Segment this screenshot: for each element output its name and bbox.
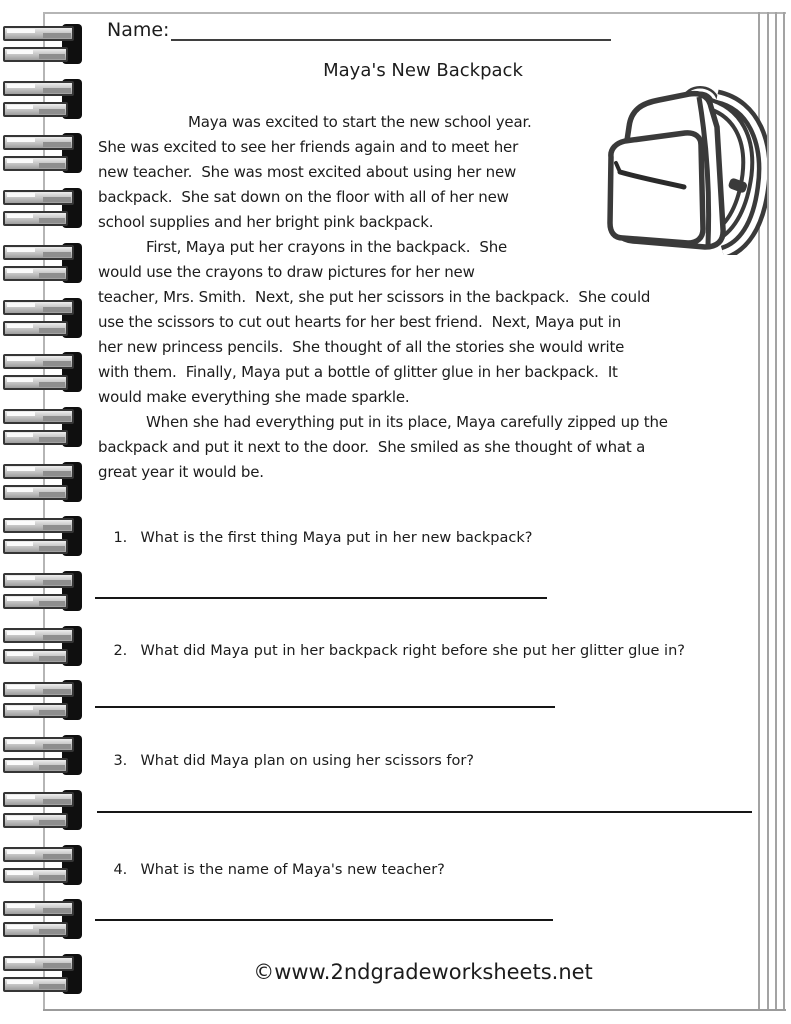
spiral-ring <box>3 847 82 883</box>
question-number: 4. <box>113 862 128 878</box>
page-top-edge <box>43 12 786 14</box>
ring-bar <box>3 321 68 336</box>
ring-bar <box>3 211 68 226</box>
ring-bar <box>3 409 74 424</box>
ring-bar <box>3 703 68 718</box>
ring-bar <box>3 156 68 171</box>
ring-bar <box>3 922 68 937</box>
ring-bar <box>3 354 74 369</box>
ring-bar <box>3 901 74 916</box>
name-underline <box>171 18 611 41</box>
spiral-ring <box>3 26 82 62</box>
ring-bar <box>3 135 74 150</box>
story-line: school supplies and her bright pink backpack. <box>98 213 434 231</box>
spiral-ring <box>3 518 82 554</box>
question-text: What is the first thing Maya put in her new backpack? <box>140 530 533 546</box>
question-item <box>95 846 755 894</box>
answer-line <box>95 597 547 599</box>
page-stack-line <box>767 12 769 1009</box>
ring-bar <box>3 485 68 500</box>
ring-bar <box>3 266 68 281</box>
question-number: 2. <box>113 643 128 659</box>
story-line: would use the crayons to draw pictures for her new <box>98 263 475 281</box>
ring-bar <box>3 758 68 773</box>
story-line: Maya was excited to start the new school year. <box>188 113 532 131</box>
page-stack-line <box>783 12 785 1009</box>
page-bottom-edge <box>43 1009 786 1011</box>
spiral-ring <box>3 300 82 336</box>
ring-bar <box>3 649 68 664</box>
page-stack-line <box>775 12 777 1009</box>
ring-bar <box>3 47 68 62</box>
question-number: 1. <box>113 530 128 546</box>
ring-bar <box>3 300 74 315</box>
spiral-ring <box>3 354 82 390</box>
ring-bar <box>3 868 68 883</box>
ring-bar <box>3 573 74 588</box>
name-label: Name: <box>107 19 170 41</box>
ring-bar <box>3 682 74 697</box>
answer-line <box>95 706 555 708</box>
story-passage <box>98 110 758 485</box>
question-number: 3. <box>113 753 128 769</box>
spiral-ring <box>3 628 82 664</box>
story-line: backpack and put it next to the door. She smiled as she thought of what a <box>98 438 646 456</box>
spiral-ring <box>3 135 82 171</box>
question-text: What did Maya plan on using her scissors for? <box>140 753 475 769</box>
ring-bar <box>3 26 74 41</box>
question-item <box>95 737 755 785</box>
spiral-ring <box>3 573 82 609</box>
answer-line <box>95 919 553 921</box>
footer-credit: ©www.2ndgradeworksheets.net <box>253 960 593 984</box>
ring-bar <box>3 594 68 609</box>
story-line: When she had everything put in its place, Maya carefully zipped up the <box>146 413 668 431</box>
spiral-ring <box>3 682 82 718</box>
question-item <box>95 514 755 562</box>
ring-bar <box>3 245 74 260</box>
spiral-ring <box>3 190 82 226</box>
story-line: use the scissors to cut out hearts for her best friend. Next, Maya put in <box>98 313 622 331</box>
ring-bar <box>3 977 68 992</box>
story-line: She was excited to see her friends again and to meet her <box>98 138 519 156</box>
question-text: What is the name of Maya's new teacher? <box>140 862 445 878</box>
spiral-ring <box>3 245 82 281</box>
story-line: with them. Finally, Maya put a bottle of glitter glue in her backpack. It <box>98 363 618 381</box>
ring-bar <box>3 737 74 752</box>
ring-bar <box>3 81 74 96</box>
ring-bar <box>3 539 68 554</box>
ring-bar <box>3 847 74 862</box>
spiral-binding <box>3 26 82 992</box>
page-title: Maya's New Backpack <box>323 60 523 81</box>
ring-bar <box>3 956 74 971</box>
ring-bar <box>3 464 74 479</box>
ring-bar <box>3 813 68 828</box>
story-line: First, Maya put her crayons in the backpack. She <box>146 238 508 256</box>
story-line: new teacher. She was most excited about using her new <box>98 163 517 181</box>
question-text: What did Maya put in her backpack right before she put her glitter glue in? <box>140 643 685 659</box>
ring-bar <box>3 190 74 205</box>
ring-bar <box>3 430 68 445</box>
spiral-ring <box>3 464 82 500</box>
story-line: great year it would be. <box>98 463 264 481</box>
ring-bar <box>3 628 74 643</box>
answer-line <box>97 811 752 813</box>
ring-bar <box>3 792 74 807</box>
story-line: teacher, Mrs. Smith. Next, she put her scissors in the backpack. She could <box>98 288 651 306</box>
spiral-ring <box>3 956 82 992</box>
story-line: would make everything she made sparkle. <box>98 388 410 406</box>
ring-bar <box>3 102 68 117</box>
name-row <box>107 18 611 41</box>
spiral-ring <box>3 792 82 828</box>
spiral-ring <box>3 81 82 117</box>
question-item <box>95 627 755 675</box>
spiral-ring <box>3 901 82 937</box>
spiral-ring <box>3 409 82 445</box>
story-line: backpack. She sat down on the floor with all of her new <box>98 188 509 206</box>
ring-bar <box>3 375 68 390</box>
story-line: her new princess pencils. She thought of all the stories she would write <box>98 338 625 356</box>
spiral-ring <box>3 737 82 773</box>
ring-bar <box>3 518 74 533</box>
